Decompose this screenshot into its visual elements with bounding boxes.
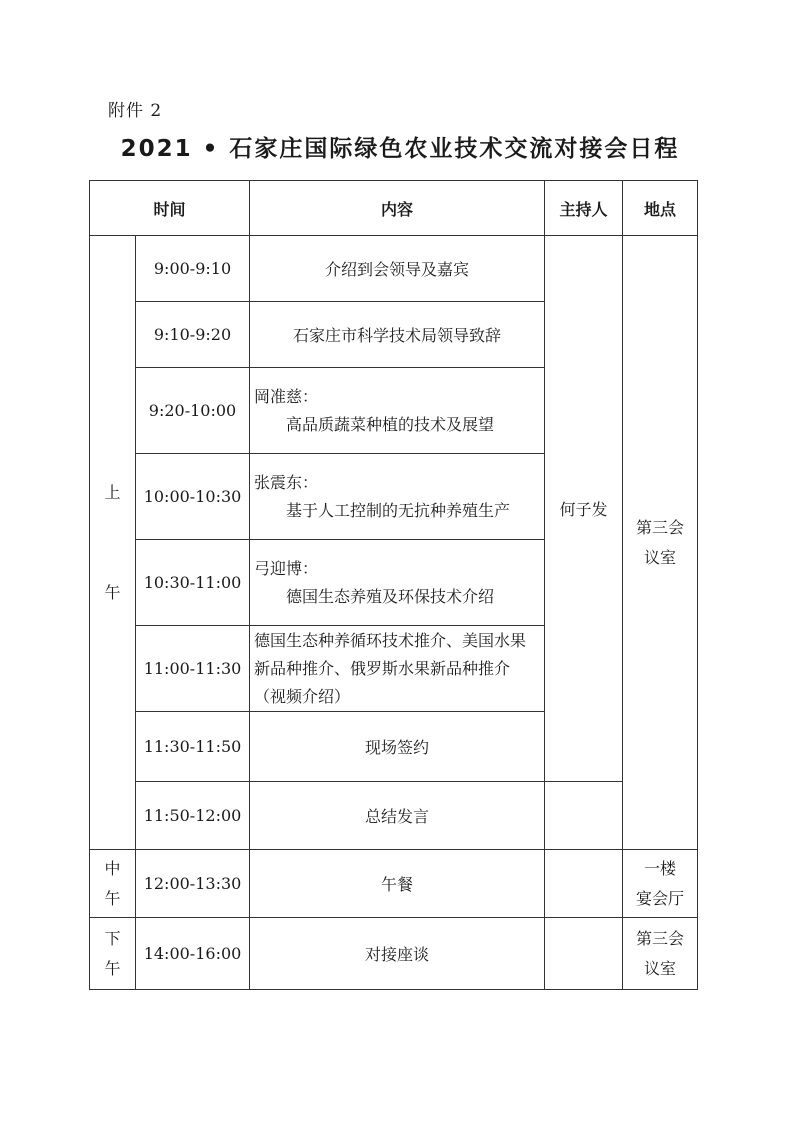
- place-noon-line-2: 宴会厅: [636, 888, 685, 908]
- content-cell: 介绍到会领导及嘉宾: [250, 236, 545, 302]
- time-cell: 11:00-11:30: [136, 626, 250, 712]
- time-cell: 9:10-9:20: [136, 302, 250, 368]
- period-morning-char-1: 上: [104, 482, 121, 502]
- period-afternoon-char-1: 下: [104, 928, 121, 948]
- time-cell: 14:00-16:00: [136, 918, 250, 990]
- time-cell: 9:00-9:10: [136, 236, 250, 302]
- attachment-label: 附件 2: [108, 101, 163, 121]
- host-cell-empty: [545, 918, 623, 990]
- speaker-name: 岡准慈：: [254, 386, 319, 406]
- place-afternoon-line-2: 议室: [644, 958, 677, 978]
- host-cell: 何子发: [545, 236, 623, 782]
- header-row: [90, 181, 698, 236]
- time-cell: 10:30-11:00: [136, 540, 250, 626]
- content-cell: [250, 540, 545, 626]
- time-cell: 11:30-11:50: [136, 712, 250, 782]
- period-afternoon-char-2: 午: [104, 958, 121, 978]
- period-noon-char-1: 中: [104, 858, 121, 878]
- host-cell-empty: [545, 782, 623, 850]
- content-cell: 对接座谈: [250, 918, 545, 990]
- place-morning-line-1: 第三会: [636, 517, 685, 537]
- host-cell-empty: [545, 850, 623, 918]
- place-cell-afternoon: [623, 918, 698, 990]
- period-noon-char-2: 午: [104, 888, 121, 908]
- period-morning-char-2: 午: [104, 582, 121, 602]
- page-title: 2021 • 石家庄国际绿色农业技术交流对接会日程: [120, 136, 680, 162]
- talk-topic: 德国生态养殖及环保技术介绍: [286, 586, 495, 606]
- header-place: 地点: [623, 181, 698, 236]
- place-noon-line-1: 一楼: [644, 858, 677, 878]
- place-cell-noon: [623, 850, 698, 918]
- period-noon: [90, 850, 136, 918]
- talk-topic: 基于人工控制的无抗种养殖生产: [286, 500, 511, 520]
- content-cell: 总结发言: [250, 782, 545, 850]
- header-time: 时间: [90, 181, 250, 236]
- schedule-table: [89, 180, 698, 990]
- content-cell: [250, 368, 545, 454]
- table-row: [90, 236, 698, 302]
- time-cell: 11:50-12:00: [136, 782, 250, 850]
- content-cell: [250, 454, 545, 540]
- speaker-name: 张震东：: [254, 472, 319, 492]
- table-row: [90, 850, 698, 918]
- place-afternoon-line-1: 第三会: [636, 928, 685, 948]
- place-morning-line-2: 议室: [644, 547, 677, 567]
- content-cell: 午餐: [250, 850, 545, 918]
- place-cell-morning: [623, 236, 698, 850]
- time-cell: 12:00-13:30: [136, 850, 250, 918]
- content-cell: 石家庄市科学技术局领导致辞: [250, 302, 545, 368]
- period-afternoon: [90, 918, 136, 990]
- content-cell: 德国生态种养循环技术推介、美国水果新品种推介、俄罗斯水果新品种推介（视频介绍）: [250, 626, 545, 712]
- header-content: 内容: [250, 181, 545, 236]
- speaker-name: 弓迎博：: [254, 558, 319, 578]
- content-cell: 现场签约: [250, 712, 545, 782]
- table-row: [90, 918, 698, 990]
- header-host: 主持人: [545, 181, 623, 236]
- talk-topic: 高品质蔬菜种植的技术及展望: [286, 414, 495, 434]
- table-row: [90, 782, 698, 850]
- time-cell: 10:00-10:30: [136, 454, 250, 540]
- time-cell: 9:20-10:00: [136, 368, 250, 454]
- period-morning: [90, 236, 136, 850]
